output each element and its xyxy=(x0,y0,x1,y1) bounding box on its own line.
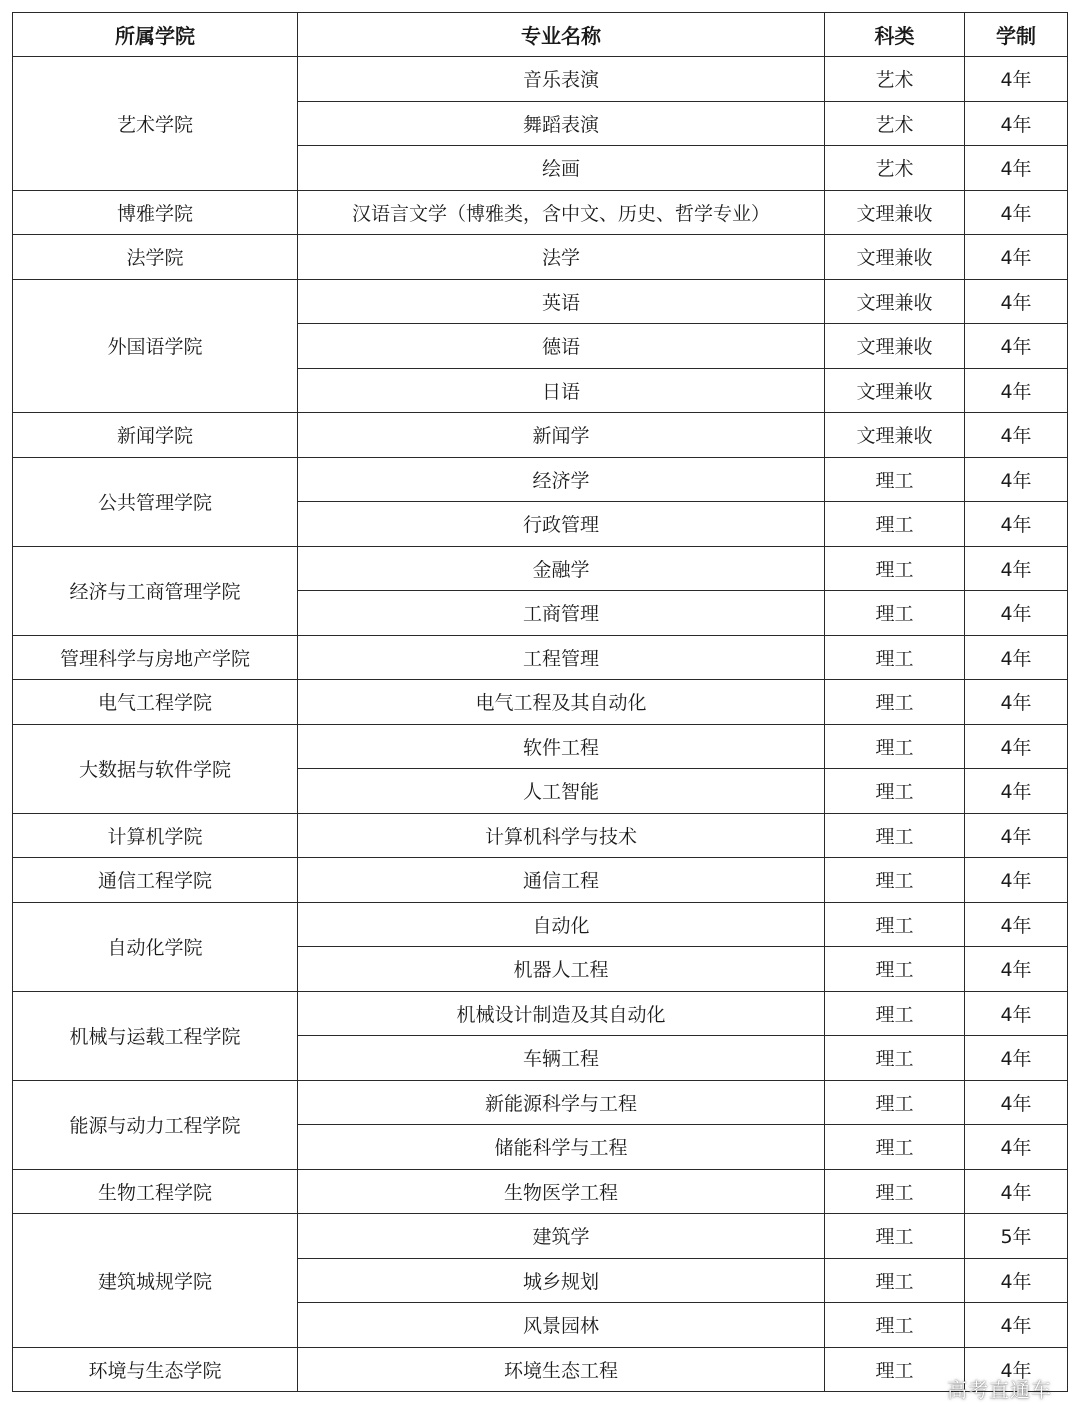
category-cell: 理工 xyxy=(825,902,965,947)
major-cell: 风景园林 xyxy=(298,1303,825,1348)
duration-cell: 4年 xyxy=(965,991,1068,1036)
majors-table xyxy=(12,12,1068,1392)
category-cell: 理工 xyxy=(825,724,965,769)
major-cell: 车辆工程 xyxy=(298,1036,825,1081)
category-cell: 理工 xyxy=(825,680,965,725)
college-cell: 管理科学与房地产学院 xyxy=(13,635,298,680)
table-row xyxy=(13,279,1068,324)
duration-cell: 4年 xyxy=(965,368,1068,413)
major-cell: 汉语言文学（博雅类，含中文、历史、哲学专业） xyxy=(298,190,825,235)
duration-cell: 4年 xyxy=(965,413,1068,458)
major-cell: 通信工程 xyxy=(298,858,825,903)
duration-cell: 4年 xyxy=(965,680,1068,725)
major-cell: 金融学 xyxy=(298,546,825,591)
category-cell: 理工 xyxy=(825,947,965,992)
major-cell: 机器人工程 xyxy=(298,947,825,992)
major-cell: 工程管理 xyxy=(298,635,825,680)
major-cell: 新闻学 xyxy=(298,413,825,458)
category-cell: 理工 xyxy=(825,502,965,547)
duration-cell: 4年 xyxy=(965,1347,1068,1392)
college-cell: 外国语学院 xyxy=(13,279,298,413)
major-cell: 环境生态工程 xyxy=(298,1347,825,1392)
college-cell: 博雅学院 xyxy=(13,190,298,235)
duration-cell: 4年 xyxy=(965,769,1068,814)
table-row xyxy=(13,813,1068,858)
table-row xyxy=(13,724,1068,769)
duration-cell: 4年 xyxy=(965,813,1068,858)
major-cell: 舞蹈表演 xyxy=(298,101,825,146)
header-row xyxy=(13,13,1068,57)
college-cell: 公共管理学院 xyxy=(13,457,298,546)
header-duration: 学制 xyxy=(965,13,1068,57)
table-row xyxy=(13,1080,1068,1125)
college-cell: 经济与工商管理学院 xyxy=(13,546,298,635)
category-cell: 理工 xyxy=(825,635,965,680)
major-cell: 建筑学 xyxy=(298,1214,825,1259)
major-cell: 工商管理 xyxy=(298,591,825,636)
table-row xyxy=(13,1347,1068,1392)
major-cell: 人工智能 xyxy=(298,769,825,814)
major-cell: 储能科学与工程 xyxy=(298,1125,825,1170)
major-cell: 德语 xyxy=(298,324,825,369)
table-row xyxy=(13,1214,1068,1259)
table-row xyxy=(13,1169,1068,1214)
category-cell: 理工 xyxy=(825,1080,965,1125)
major-cell: 经济学 xyxy=(298,457,825,502)
category-cell: 文理兼收 xyxy=(825,279,965,324)
category-cell: 理工 xyxy=(825,1214,965,1259)
category-cell: 文理兼收 xyxy=(825,324,965,369)
duration-cell: 4年 xyxy=(965,591,1068,636)
major-cell: 绘画 xyxy=(298,146,825,191)
table-row xyxy=(13,635,1068,680)
major-cell: 新能源科学与工程 xyxy=(298,1080,825,1125)
major-cell: 计算机科学与技术 xyxy=(298,813,825,858)
header-major: 专业名称 xyxy=(298,13,825,57)
college-cell: 新闻学院 xyxy=(13,413,298,458)
duration-cell: 4年 xyxy=(965,1303,1068,1348)
college-cell: 艺术学院 xyxy=(13,57,298,191)
college-cell: 建筑城规学院 xyxy=(13,1214,298,1348)
major-cell: 日语 xyxy=(298,368,825,413)
major-cell: 音乐表演 xyxy=(298,57,825,102)
major-cell: 软件工程 xyxy=(298,724,825,769)
category-cell: 文理兼收 xyxy=(825,413,965,458)
category-cell: 理工 xyxy=(825,1036,965,1081)
table-row xyxy=(13,235,1068,280)
major-cell: 英语 xyxy=(298,279,825,324)
watermark: 高考直通车 xyxy=(947,1378,1052,1402)
duration-cell: 5年 xyxy=(965,1214,1068,1259)
duration-cell: 4年 xyxy=(965,1036,1068,1081)
category-cell: 艺术 xyxy=(825,146,965,191)
duration-cell: 4年 xyxy=(965,235,1068,280)
table-row xyxy=(13,546,1068,591)
table-row xyxy=(13,457,1068,502)
duration-cell: 4年 xyxy=(965,724,1068,769)
college-cell: 机械与运载工程学院 xyxy=(13,991,298,1080)
table-row xyxy=(13,190,1068,235)
header-category: 科类 xyxy=(825,13,965,57)
category-cell: 文理兼收 xyxy=(825,235,965,280)
category-cell: 理工 xyxy=(825,1125,965,1170)
duration-cell: 4年 xyxy=(965,902,1068,947)
college-cell: 环境与生态学院 xyxy=(13,1347,298,1392)
major-cell: 生物医学工程 xyxy=(298,1169,825,1214)
duration-cell: 4年 xyxy=(965,1080,1068,1125)
duration-cell: 4年 xyxy=(965,1125,1068,1170)
category-cell: 艺术 xyxy=(825,57,965,102)
category-cell: 理工 xyxy=(825,591,965,636)
duration-cell: 4年 xyxy=(965,1258,1068,1303)
category-cell: 理工 xyxy=(825,1347,965,1392)
category-cell: 理工 xyxy=(825,858,965,903)
table-body xyxy=(13,57,1068,1392)
duration-cell: 4年 xyxy=(965,947,1068,992)
category-cell: 理工 xyxy=(825,813,965,858)
category-cell: 理工 xyxy=(825,991,965,1036)
header-college: 所属学院 xyxy=(13,13,298,57)
college-cell: 生物工程学院 xyxy=(13,1169,298,1214)
major-cell: 机械设计制造及其自动化 xyxy=(298,991,825,1036)
category-cell: 文理兼收 xyxy=(825,190,965,235)
duration-cell: 4年 xyxy=(965,858,1068,903)
duration-cell: 4年 xyxy=(965,279,1068,324)
college-cell: 计算机学院 xyxy=(13,813,298,858)
college-cell: 通信工程学院 xyxy=(13,858,298,903)
college-cell: 法学院 xyxy=(13,235,298,280)
category-cell: 理工 xyxy=(825,769,965,814)
major-cell: 自动化 xyxy=(298,902,825,947)
major-cell: 法学 xyxy=(298,235,825,280)
duration-cell: 4年 xyxy=(965,635,1068,680)
duration-cell: 4年 xyxy=(965,190,1068,235)
college-cell: 能源与动力工程学院 xyxy=(13,1080,298,1169)
duration-cell: 4年 xyxy=(965,502,1068,547)
major-cell: 电气工程及其自动化 xyxy=(298,680,825,725)
category-cell: 理工 xyxy=(825,1258,965,1303)
table-row xyxy=(13,858,1068,903)
duration-cell: 4年 xyxy=(965,101,1068,146)
table-row xyxy=(13,413,1068,458)
duration-cell: 4年 xyxy=(965,1169,1068,1214)
duration-cell: 4年 xyxy=(965,324,1068,369)
table-row xyxy=(13,57,1068,102)
table-row xyxy=(13,991,1068,1036)
category-cell: 文理兼收 xyxy=(825,368,965,413)
category-cell: 艺术 xyxy=(825,101,965,146)
category-cell: 理工 xyxy=(825,546,965,591)
category-cell: 理工 xyxy=(825,1169,965,1214)
table-row xyxy=(13,902,1068,947)
college-cell: 电气工程学院 xyxy=(13,680,298,725)
college-cell: 大数据与软件学院 xyxy=(13,724,298,813)
major-cell: 行政管理 xyxy=(298,502,825,547)
college-cell: 自动化学院 xyxy=(13,902,298,991)
table-row xyxy=(13,680,1068,725)
duration-cell: 4年 xyxy=(965,57,1068,102)
duration-cell: 4年 xyxy=(965,457,1068,502)
major-cell: 城乡规划 xyxy=(298,1258,825,1303)
category-cell: 理工 xyxy=(825,457,965,502)
duration-cell: 4年 xyxy=(965,546,1068,591)
duration-cell: 4年 xyxy=(965,146,1068,191)
category-cell: 理工 xyxy=(825,1303,965,1348)
